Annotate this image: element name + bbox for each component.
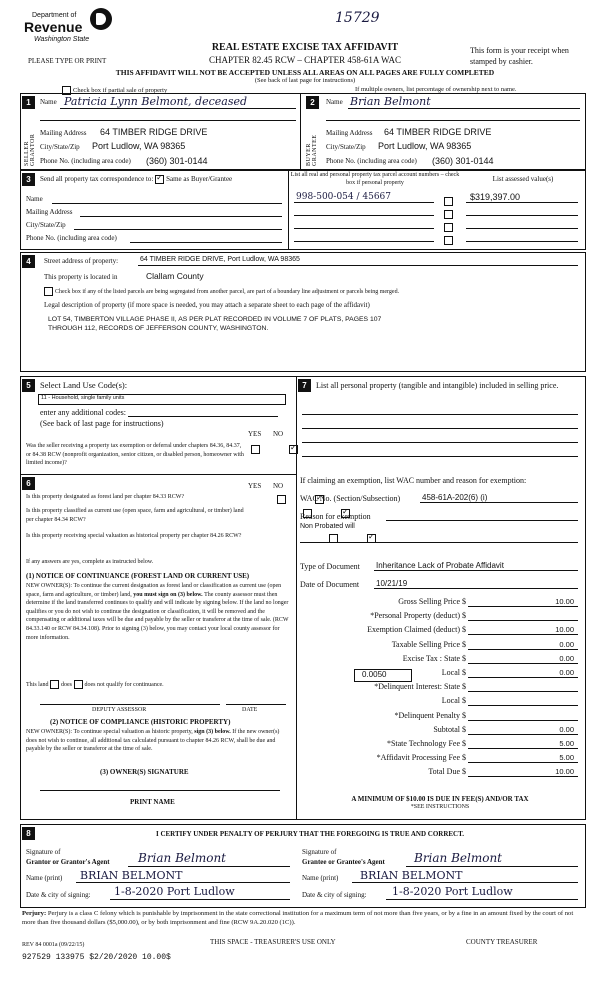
- parcel-line-2: [294, 215, 434, 216]
- seller-name-value[interactable]: Patricia Lynn Belmont, deceased: [64, 95, 248, 108]
- section-1-number: 1: [22, 96, 35, 109]
- tax-row-value[interactable]: 0.00: [559, 653, 574, 663]
- county-value[interactable]: Clallam County: [146, 271, 204, 281]
- grantor-print-name[interactable]: BRIAN BELMONT: [80, 869, 183, 882]
- dollar-sign: $: [462, 639, 466, 649]
- historic-question: Is this property receiving special valuation as historical property per chapter 84.26 RCW?: [26, 533, 242, 539]
- tax-row-value[interactable]: 5.00: [559, 753, 574, 763]
- tax-row-label: Subtotal: [433, 724, 460, 734]
- notice1-text: NEW OWNER(S): To continue the current designation as forest land or classification as current use (open space, farm and agriculture, or timber) land, you must sign on (3) below. The county assessor must then determine if the land transferred continues to qualify and will indicate by signing below. If the land no longer qualifies or you do not wish to continue the designation or classification, it will be removed and the compensating or additional taxes will be due and payable by the seller or transferor at the time of sale. (RCW 84.33.140 or RCW 84.34.108). Prior to signing (3) below, you may contact your local county assessor for more information.: [26, 583, 289, 641]
- pp-checkbox-2[interactable]: [444, 210, 453, 219]
- buyer-city-label: City/State/Zip: [326, 143, 366, 151]
- tax-row-label: Local: [441, 696, 460, 706]
- personal-property-note: List all personal property (tangible and intangible) included in selling price.: [316, 381, 559, 390]
- buyer-phone-label: Phone No. (including area code): [326, 157, 417, 165]
- corr-city-line: [74, 229, 282, 230]
- certify-statement: I CERTIFY UNDER PENALTY OF PERJURY THAT THE FOREGOING IS TRUE AND CORRECT.: [155, 830, 464, 838]
- assessed-line-3: [466, 228, 578, 229]
- dept-line2: Revenue: [24, 19, 83, 35]
- current-use-question: Is this property classified as current use (open space, farm and agricultural, or timber) land per chapter 84.34 RCW?: [26, 508, 244, 523]
- please-print: PLEASE TYPE OR PRINT: [28, 57, 107, 65]
- tax-row-label: Total Due: [428, 767, 460, 777]
- reason-line-2: [300, 542, 578, 543]
- tax-row-label: Exemption Claimed (deduct): [367, 625, 460, 635]
- dollar-sign: $: [462, 767, 466, 777]
- personal-line-4[interactable]: [302, 456, 578, 457]
- tax-row-label: *Delinquent Interest: State: [374, 682, 460, 692]
- section-4-number: 4: [22, 255, 35, 268]
- street-value[interactable]: 64 TIMBER RIDGE DRIVE, Port Ludlow, WA 98365: [140, 256, 300, 263]
- grantor-signature[interactable]: Brian Belmont: [138, 851, 227, 865]
- assessed-header: List assessed value(s): [492, 175, 554, 183]
- buyer-side-label: BUYER GRANTEE: [306, 134, 318, 166]
- seller-mail-value[interactable]: 64 TIMBER RIDGE DRIVE: [100, 127, 208, 137]
- section-3-number: 3: [22, 173, 35, 186]
- reason-value[interactable]: Non Probated will: [300, 523, 355, 530]
- tax-row-value[interactable]: 10.00: [555, 625, 574, 635]
- grantee-print-line: [352, 882, 578, 883]
- dollar-sign: $: [462, 611, 466, 621]
- grantor-agent-label: Grantor or Grantor's Agent: [26, 858, 110, 866]
- land-use-label: Select Land Use Code(s):: [40, 380, 128, 390]
- seller-name-label: Name: [40, 98, 57, 106]
- dept-line1: Department of: [32, 12, 77, 19]
- tax-row-label: Excise Tax : State: [402, 653, 460, 663]
- doc-date-line: [374, 588, 578, 589]
- personal-property-checkboxes: [444, 194, 455, 246]
- doc-type-line: [374, 570, 578, 571]
- grantee-date-line: [386, 899, 578, 900]
- doc-type-label: Type of Document: [300, 562, 360, 571]
- seller-name-line: [60, 108, 296, 109]
- section-8-number: 8: [22, 827, 35, 840]
- land-use-value: 11 - Household, single family units: [41, 395, 125, 401]
- same-as-buyer-checkbox[interactable]: [155, 175, 164, 184]
- section-2-number: 2: [306, 96, 319, 109]
- dollar-sign: $: [462, 724, 466, 734]
- exempt-yes-checkbox[interactable]: [251, 445, 260, 454]
- owner-signature-label: (3) OWNER(S) SIGNATURE: [100, 768, 189, 776]
- treasurer-stamp: 927529 133975 $2/20/2020 10.00$: [22, 953, 171, 962]
- section-3-divider: [288, 170, 289, 249]
- legal-line-2[interactable]: THROUGH 112, RECORDS OF JEFFERSON COUNTY, WASHINGTON.: [48, 325, 269, 332]
- tax-row-line: [468, 663, 578, 664]
- multiple-owners-note: If multiple owners, list percentage of ownership next to name.: [355, 86, 517, 93]
- wac-label: WAC No. (Section/Subsection): [300, 494, 401, 503]
- dollar-sign: $: [462, 682, 466, 692]
- tax-row-label: *Delinquent Penalty: [394, 710, 460, 720]
- parcel-line-4: [294, 241, 434, 242]
- local-rate-value: 0.0050: [362, 670, 387, 679]
- seller-mail-label: Mailing Address: [40, 129, 87, 137]
- tax-row-line: [468, 634, 578, 635]
- tax-row-label: *State Technology Fee: [386, 739, 460, 748]
- does-not-checkbox[interactable]: [74, 680, 83, 689]
- grantor-print-line: [76, 882, 290, 883]
- tax-row-value[interactable]: 10.00: [555, 597, 574, 606]
- tax-row-line: [468, 762, 578, 763]
- assessed-line-2: [466, 215, 578, 216]
- pp-checkbox-1[interactable]: [444, 197, 453, 206]
- date-label: DATE: [242, 707, 258, 713]
- parcel-line-3: [294, 228, 434, 229]
- buyer-name-value[interactable]: Brian Belmont: [350, 95, 431, 108]
- forest-question: Is this property designated as forest land per chapter 84.33 RCW?: [26, 494, 185, 500]
- dollar-sign: $: [462, 597, 466, 606]
- tax-row-line: [468, 748, 578, 749]
- reason-label: Reason for exemption: [300, 512, 371, 521]
- located-label: This property is located in: [44, 273, 118, 281]
- grantor-date-city[interactable]: 1-8-2020 Port Ludlow: [114, 885, 235, 898]
- parcel-value[interactable]: 998-500-054 / 45667: [296, 192, 392, 202]
- tax-row-line: [468, 776, 578, 777]
- doc-type-value[interactable]: Inheritance Lack of Probate Affidavit: [376, 561, 504, 570]
- tax-row-label: Taxable Selling Price: [391, 639, 460, 649]
- notice1-title: (1) NOTICE OF CONTINUANCE (FOREST LAND OR CURRENT USE): [26, 572, 250, 580]
- notice2-text: NEW OWNER(S): To continue special valuation as historic property, sign (3) below. If the new owner(s) does not wish to continue, all additional tax calculated pursuant to chapter 84.26 RCW, shall be due and payable by the seller or transferor at the time of sale.: [26, 729, 280, 753]
- pp-checkbox-3[interactable]: [444, 223, 453, 232]
- wac-value[interactable]: 458-61A-202(6) (i): [422, 493, 488, 502]
- grantor-sig-line: [128, 866, 290, 867]
- legal-label: Legal description of property (if more space is needed, you may attach a separate sheet to each page of the affidavit): [44, 301, 370, 309]
- seller-line-2: [40, 120, 296, 121]
- tax-row-value[interactable]: 0.00: [559, 639, 574, 649]
- deputy-line[interactable]: [40, 704, 220, 705]
- tax-row-line: [468, 734, 578, 735]
- yes-header-5: YES: [248, 430, 262, 438]
- if-yes-note: If any answers are yes, complete as instructed below.: [26, 559, 154, 565]
- owner-signature-line[interactable]: [40, 790, 280, 791]
- no-header-5: NO: [273, 430, 284, 438]
- dollar-sign: $: [462, 753, 466, 763]
- see-back-note: (See back of last page for instructions): [254, 77, 356, 84]
- dollar-sign: $: [462, 739, 466, 748]
- continuance-line: This land does does not qualify for continuance.: [26, 681, 164, 688]
- corr-phone-label: Phone No. (including area code): [26, 234, 117, 242]
- buyer-mail-value[interactable]: 64 TIMBER RIDGE DRIVE: [384, 127, 492, 137]
- tax-row-value[interactable]: 0.00: [559, 724, 574, 734]
- tax-row-value[interactable]: 5.00: [559, 739, 574, 748]
- seller-side-label: SELLER GRANTOR: [24, 133, 36, 166]
- dollar-sign: $: [462, 625, 466, 635]
- personal-line-1[interactable]: [302, 414, 578, 415]
- buyer-line-2: [326, 120, 580, 121]
- personal-line-3[interactable]: [302, 442, 578, 443]
- receipt-note: This form is your receipt when stamped by cashier.: [470, 46, 569, 66]
- tax-row-line: [468, 606, 578, 607]
- deputy-label: DEPUTY ASSESSOR: [92, 707, 147, 713]
- see-instructions: *SEE INSTRUCTIONS: [410, 804, 470, 810]
- section-4: [20, 252, 586, 372]
- grantor-date-label: Date & city of signing:: [26, 891, 91, 899]
- exemption-note: If claiming an exemption, list WAC number and reason for exemption:: [300, 476, 527, 485]
- dollar-sign: $: [462, 653, 466, 663]
- parcel-line-1: [294, 202, 434, 203]
- parcel-header: List all real and personal property tax parcel account numbers – check box if personal property: [290, 172, 460, 186]
- assessed-value[interactable]: $319,397.00: [470, 192, 521, 202]
- pp-checkbox-4[interactable]: [444, 236, 453, 245]
- tax-row-label: Gross Selling Price: [398, 597, 460, 606]
- section-6-number: 6: [22, 477, 35, 490]
- corr-mail-label: Mailing Address: [26, 208, 73, 216]
- dept-line3: Washington State: [34, 36, 90, 43]
- grantor-print-label: Name (print): [26, 874, 63, 882]
- section-divider-1-2: [300, 93, 301, 169]
- wac-line: [420, 502, 578, 503]
- grantee-signature[interactable]: Brian Belmont: [414, 851, 503, 865]
- section-6-rule: [20, 474, 297, 475]
- handwritten-number: 15729: [335, 10, 380, 26]
- forest-yes-checkbox[interactable]: [277, 495, 286, 504]
- grantee-print-label: Name (print): [302, 874, 339, 882]
- buyer-mail-label: Mailing Address: [326, 129, 373, 137]
- doc-date-value[interactable]: 10/21/19: [376, 579, 408, 588]
- corr-city-label: City/State/Zip: [26, 221, 66, 229]
- no-header-6: NO: [273, 482, 284, 490]
- buyer-phone-value[interactable]: (360) 301-0144: [432, 156, 494, 166]
- buyer-name-line: [348, 108, 580, 109]
- rev-number: REV 84 0001a (09/22/15): [22, 942, 85, 948]
- seller-city-value[interactable]: Port Ludlow, WA 98365: [92, 141, 186, 151]
- corr-phone-line: [130, 242, 282, 243]
- tax-row-line: [468, 649, 578, 650]
- assessed-line-4: [466, 241, 578, 242]
- seller-phone-value[interactable]: (360) 301-0144: [146, 156, 208, 166]
- print-name-label: PRINT NAME: [130, 798, 175, 806]
- dollar-sign: $: [462, 710, 466, 720]
- street-label: Street address of property:: [44, 257, 119, 265]
- buyer-city-value[interactable]: Port Ludlow, WA 98365: [378, 141, 472, 151]
- grantee-date-city[interactable]: 1-8-2020 Port Ludlow: [392, 885, 513, 898]
- additional-codes-line[interactable]: [128, 416, 278, 417]
- tax-row-line: [468, 705, 578, 706]
- tax-row-label: *Affidavit Processing Fee: [376, 753, 460, 763]
- segregated-note: Check box if any of the listed parcels are being segregated from another parcel, are part of a boundary line adjustment or parcels being merged.: [44, 287, 399, 296]
- dor-logo: [18, 6, 118, 46]
- grantee-date-label: Date & city of signing:: [302, 891, 367, 899]
- corr-mail-line: [80, 216, 282, 217]
- grantor-date-line: [110, 899, 290, 900]
- doc-date-label: Date of Document: [300, 580, 360, 589]
- seller-phone-label: Phone No. (including area code): [40, 157, 131, 165]
- tax-row-line: [468, 620, 578, 621]
- seller-city-label: City/State/Zip: [40, 143, 80, 151]
- grantor-sig-of: Signature of: [26, 848, 61, 856]
- land-use-see-back: (See back of last page for instructions): [40, 419, 164, 428]
- segregated-checkbox[interactable]: [44, 287, 53, 296]
- deputy-date-line[interactable]: [226, 704, 286, 705]
- dollar-sign: $: [462, 696, 466, 706]
- tax-row-label: *Personal Property (deduct): [370, 611, 460, 621]
- tax-row-value[interactable]: 0.00: [559, 668, 574, 677]
- street-line: [138, 265, 578, 266]
- legal-line-1[interactable]: LOT 54, TIMBERTON VILLAGE PHASE II, AS PER PLAT RECORDED IN VOLUME 7 OF PLATS, PAGES 107: [48, 316, 382, 323]
- minimum-note: A MINIMUM OF $10.00 IS DUE IN FEE(S) AND/OR TAX: [351, 795, 529, 803]
- treasurer-space: THIS SPACE - TREASURER'S USE ONLY: [210, 938, 336, 946]
- section-5-number: 5: [22, 379, 35, 392]
- exemption-question: Was the seller receiving a property tax exemption or deferral under chapters 84.36, 84.37, or 84.38 RCW (nonprofit organization, senior citizen, or disabled person, homeowner with limited income)?: [26, 443, 244, 466]
- tax-row-line: [468, 677, 578, 678]
- tax-row-line: [468, 720, 578, 721]
- section-7-number: 7: [298, 379, 311, 392]
- perjury-note: Perjury: Perjury is a class C felony which is punishable by imprisonment in the state correctional institution for a maximum term of not more than five years, or by a fine in an amount fixed by the court of not more than five thousand dollars ($5,000.00), or by both imprisonment and fine (RCW 9A.20.020 (1C)).: [22, 910, 574, 926]
- does-checkbox[interactable]: [50, 680, 59, 689]
- send-correspondence: Send all property tax correspondence to: ✓ Same as Buyer/Grantee: [40, 175, 232, 184]
- tax-row-line: [468, 691, 578, 692]
- grantee-sig-line: [406, 866, 578, 867]
- dollar-sign: $: [462, 668, 466, 677]
- grantee-print-name[interactable]: BRIAN BELMONT: [360, 869, 463, 882]
- reason-line: [386, 520, 578, 521]
- assessed-line-1: [466, 202, 578, 203]
- corr-name-label: Name: [26, 195, 43, 203]
- tax-row-value[interactable]: 10.00: [555, 767, 574, 777]
- exempt-no-checkbox[interactable]: [289, 445, 298, 454]
- personal-line-2[interactable]: [302, 428, 578, 429]
- form-chapter: CHAPTER 82.45 RCW – CHAPTER 458-61A WAC: [209, 55, 401, 65]
- grantee-agent-label: Grantee or Grantee's Agent: [302, 858, 385, 866]
- grantee-sig-of: Signature of: [302, 848, 337, 856]
- form-title: REAL ESTATE EXCISE TAX AFFIDAVIT: [211, 42, 399, 53]
- not-accepted-note: THIS AFFIDAVIT WILL NOT BE ACCEPTED UNLESS ALL AREAS ON ALL PAGES ARE FULLY COMPLETED: [115, 68, 495, 77]
- tax-row-label: Local: [441, 668, 460, 677]
- additional-codes-label: enter any additional codes:: [40, 408, 126, 417]
- notice2-title: (2) NOTICE OF COMPLIANCE (HISTORIC PROPERTY): [50, 718, 231, 726]
- yes-header-6: YES: [248, 482, 262, 490]
- corr-name-line: [52, 203, 282, 204]
- buyer-name-label: Name: [326, 98, 343, 106]
- county-treasurer: COUNTY TREASURER: [466, 938, 538, 946]
- partial-sale[interactable]: Check box if partial sale of property: [62, 86, 167, 95]
